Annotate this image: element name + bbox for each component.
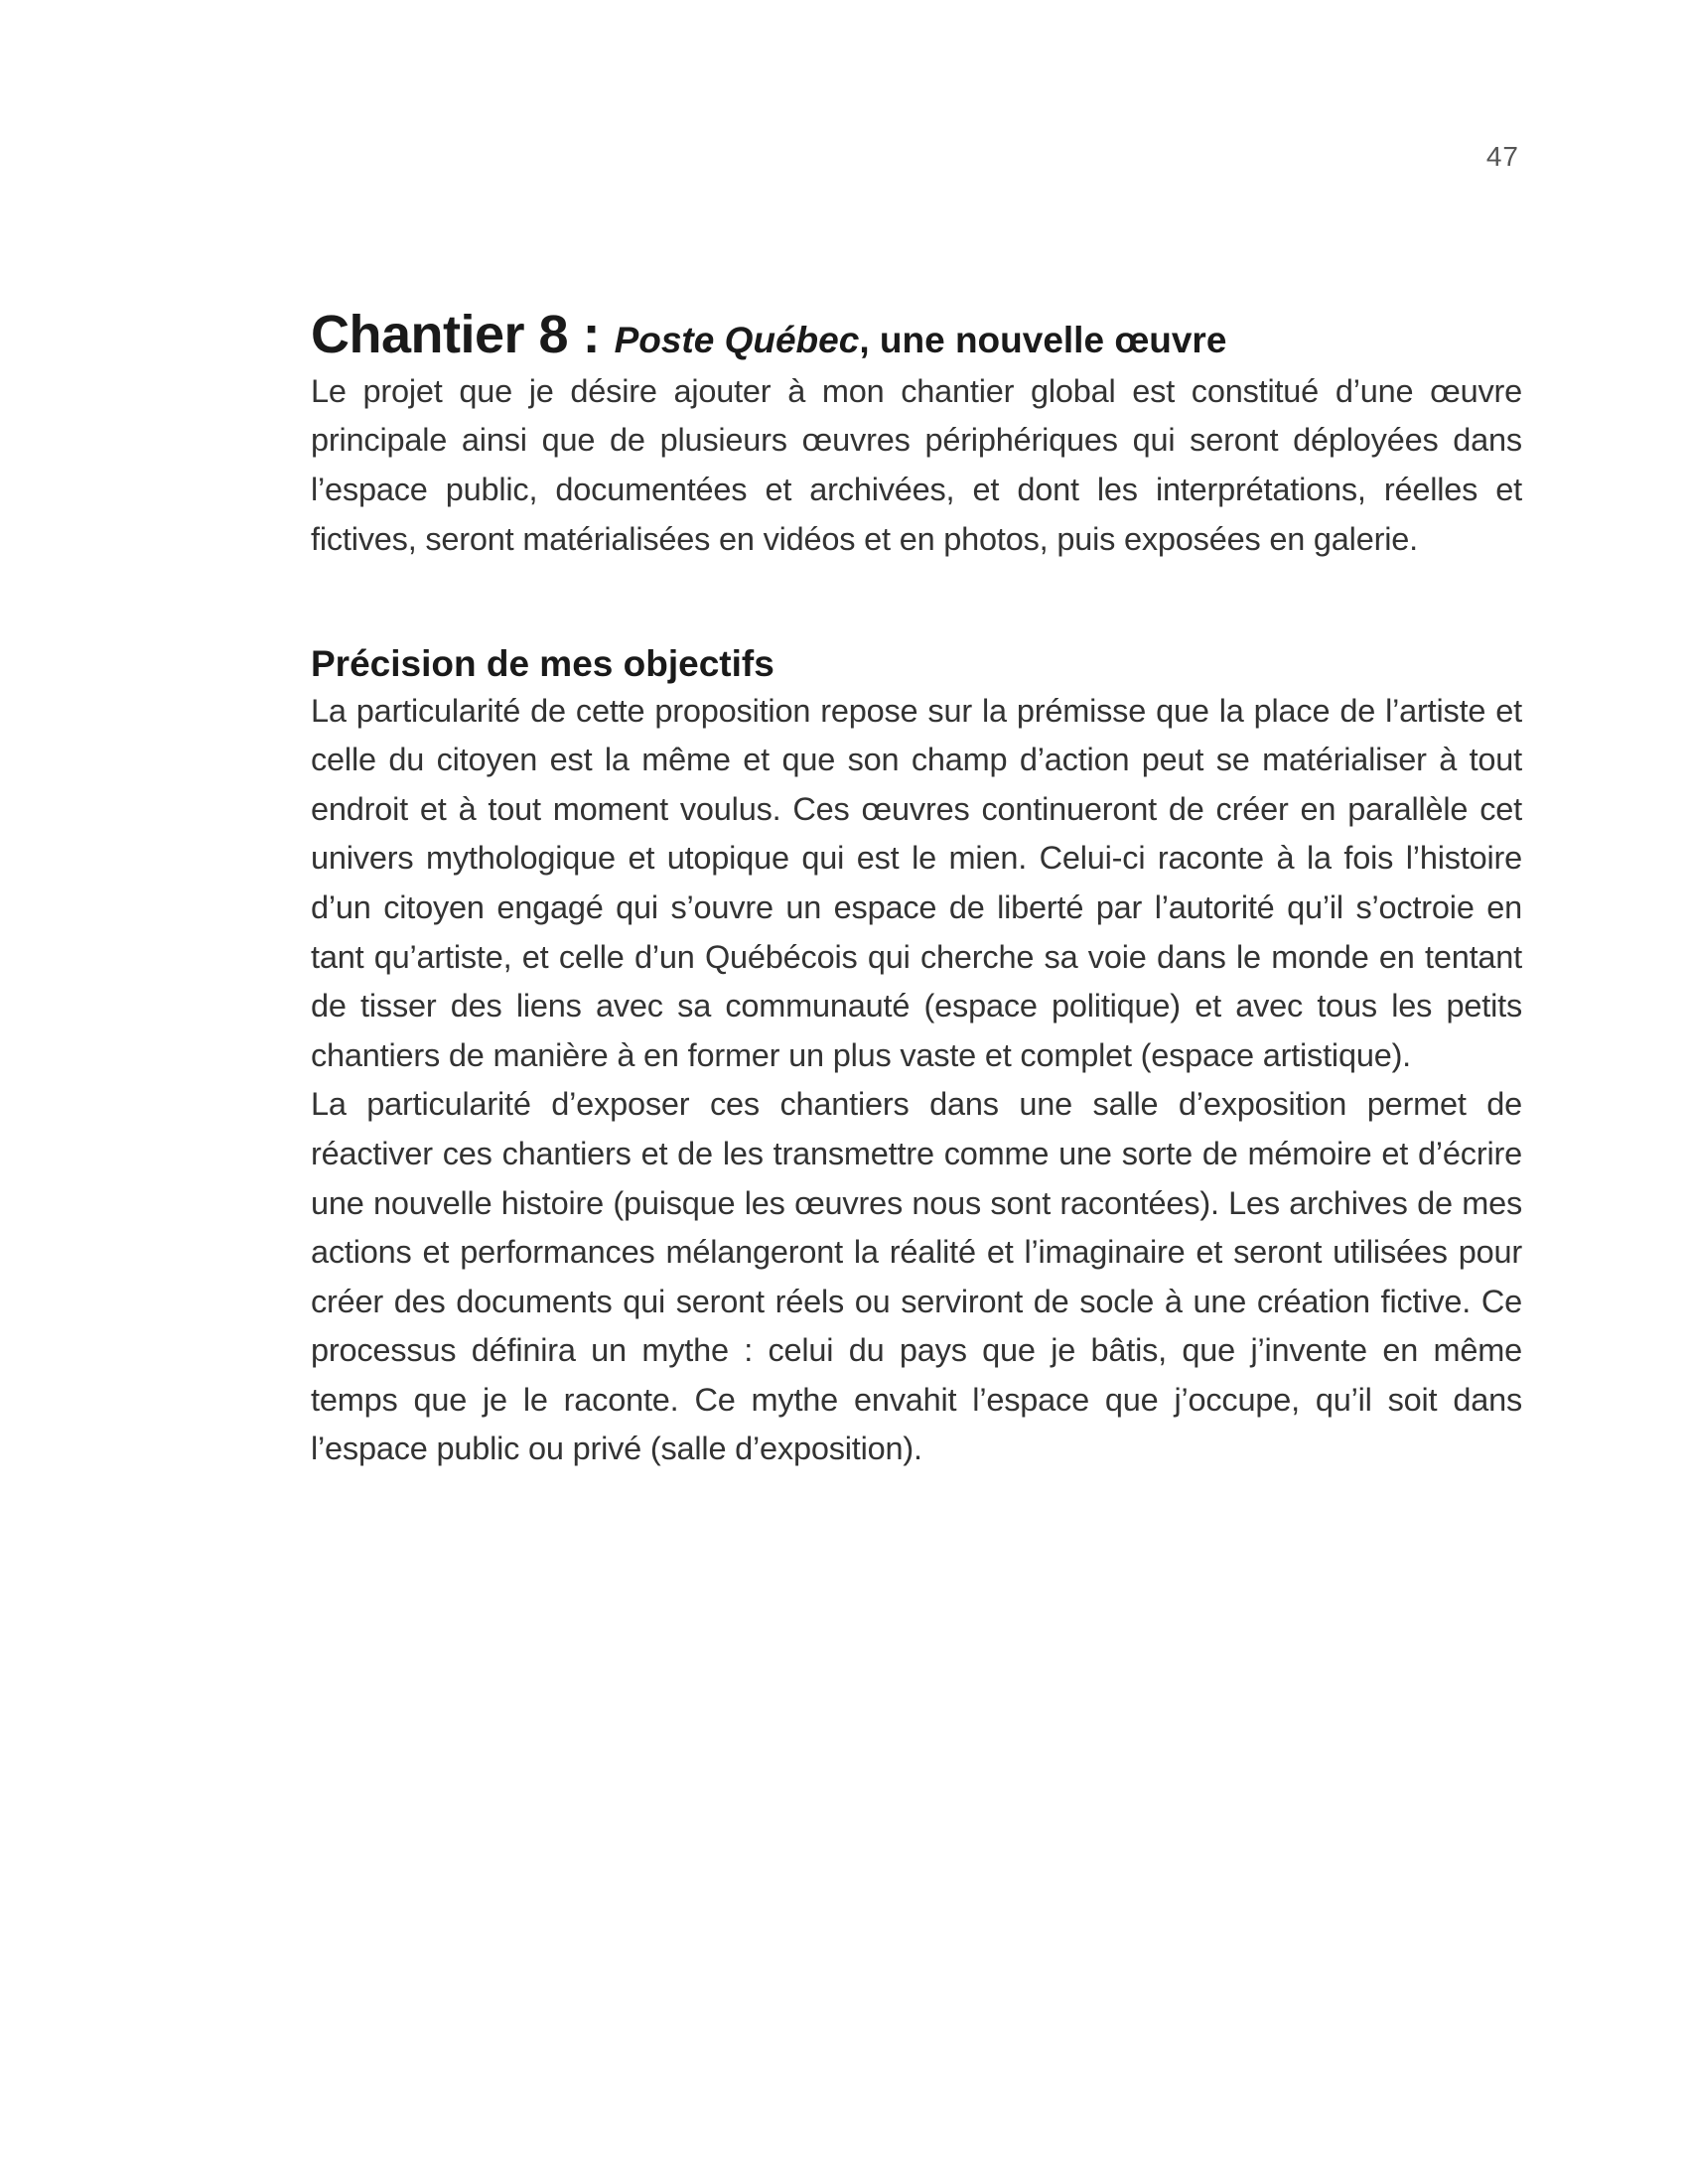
- page-content: [311, 303, 1522, 1474]
- chapter-italic-title: Poste Québec: [614, 320, 860, 360]
- body-paragraph-1: La particularité de cette proposition repose sur la prémisse que la place de l’artiste et celle du citoyen est la même et que son champ d’action peut se matérialiser à tout endroit et à tout moment voulus. Ces œuvres continueront de créer en parallèle cet univers mythologique et utopique qui est le mien. Celui-ci raconte à la fois l’histoire d’un citoyen engagé qui s’ouvre un espace de liberté par l’autorité qu’il s’octroie en tant qu’artiste, et celle d’un Québécois qui cherche sa voie dans le monde en tentant de tisser des liens avec sa communauté (espace politique) et avec tous les petits chantiers de manière à en former un plus vaste et complet (espace artistique).: [311, 692, 1522, 1073]
- body-paragraph-2: La particularité d’exposer ces chantiers dans une salle d’exposition permet de réactiver ces chantiers et de les transmettre comme une sorte de mémoire et d’écrire une nouvelle histoire (puisque les œuvres nous sont racontées). Les archives de mes actions et performances mélangeront la réalité et l’imaginaire et seront utilisées pour créer des documents qui seront réels ou serviront de socle à une création fictive. Ce processus définira un mythe : celui du pays que je bâtis, que j’invente en même temps que je le raconte. Ce mythe envahit l’espace que j’occupe, qu’il soit dans l’espace public ou privé (salle d’exposition).: [311, 1086, 1522, 1467]
- page-number: 47: [1485, 141, 1519, 172]
- chapter-prefix: Chantier 8 :: [311, 305, 615, 364]
- chapter-title: [311, 303, 1522, 367]
- section-title: Précision de mes objectifs: [311, 643, 774, 685]
- chapter-title-rest: , une nouvelle œuvre: [859, 320, 1227, 360]
- intro-paragraph: Le projet que je désire ajouter à mon chantier global est constitué d’une œuvre principale ainsi que de plusieurs œuvres périphériques qui seront déployées dans l’espace public, documentées et archivées, et dont les interprétations, réelles et fictives, seront matérialisées en vidéos et en photos, puis exposées en galerie.: [311, 372, 1522, 557]
